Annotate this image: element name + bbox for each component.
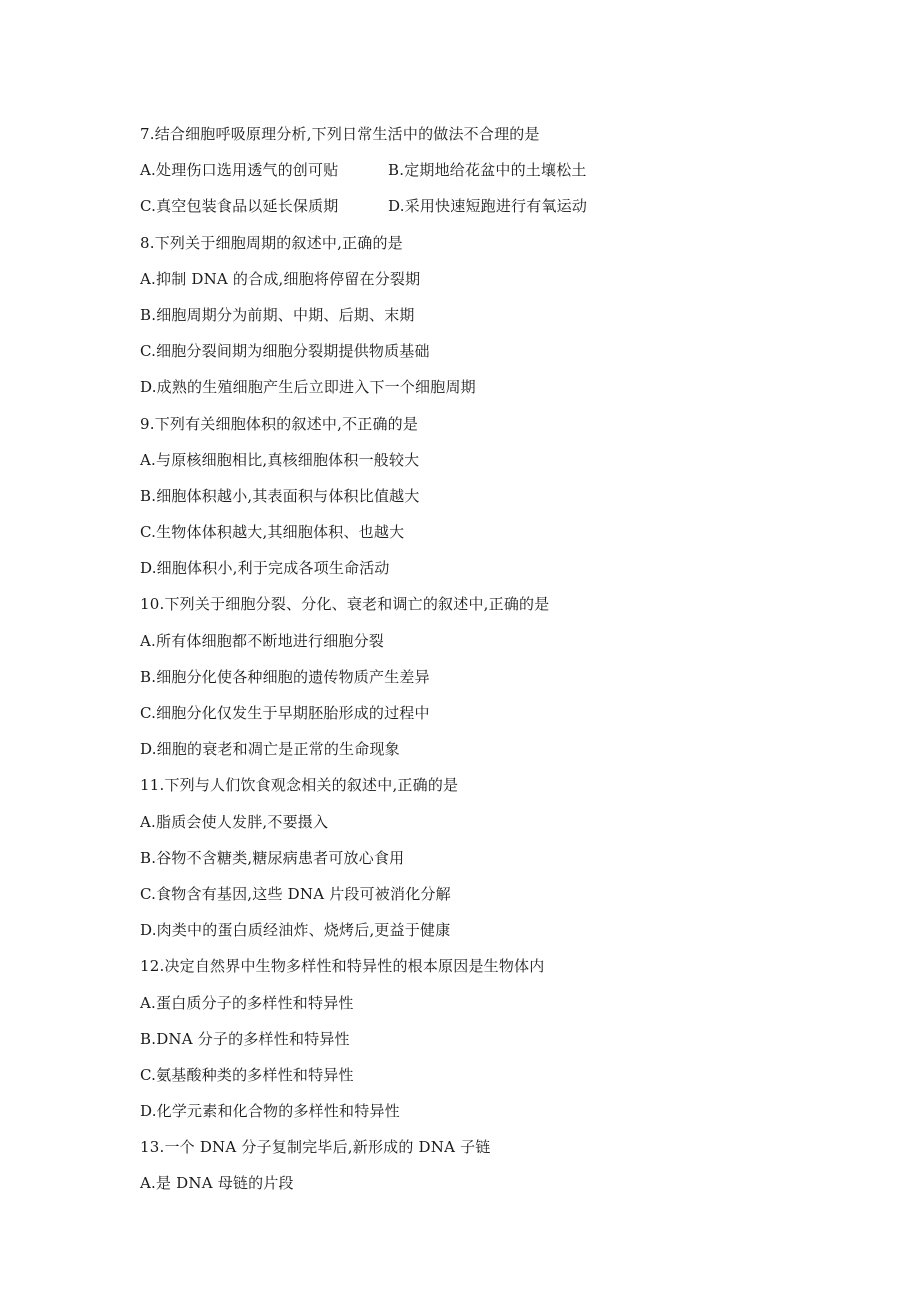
question-9-stem: 9.下列有关细胞体积的叙述中,不正确的是 [140, 414, 419, 433]
question-7-options-row-2 [140, 188, 840, 224]
question-9-option-c: C.生物体体积越大,其细胞体积、也越大 [140, 523, 405, 542]
question-10-option-d: D.细胞的衰老和凋亡是正常的生命现象 [140, 740, 400, 759]
question-10-option-b: B.细胞分化使各种细胞的遗传物质产生差异 [140, 667, 430, 686]
question-9-option-b: B.细胞体积越小,其表面积与体积比值越大 [140, 486, 420, 505]
question-11-option-d: D.肉类中的蛋白质经油炸、烧烤后,更益于健康 [140, 921, 451, 940]
question-7-stem: 7.结合细胞呼吸原理分析,下列日常生活中的做法不合理的是 [140, 125, 540, 143]
question-10-option-a: A.所有体细胞都不断地进行细胞分裂 [140, 631, 385, 650]
question-7-option-c: C.真空包装食品以延长保质期 [140, 197, 339, 216]
question-11-stem: 11.下列与人们饮食观念相关的叙述中,正确的是 [140, 776, 459, 795]
question-8-option-d: D.成熟的生殖细胞产生后立即进入下一个细胞周期 [140, 378, 476, 397]
question-7-option-d: D.采用快速短跑进行有氧运动 [388, 197, 588, 216]
question-11-option-c: C.食物含有基因,这些 DNA 片段可被消化分解 [140, 884, 451, 903]
question-12-option-b: B.DNA 分子的多样性和特异性 [140, 1029, 350, 1048]
question-9-option-d: D.细胞体积小,利于完成各项生命活动 [140, 559, 390, 578]
question-9-option-a: A.与原核细胞相比,真核细胞体积一般较大 [140, 450, 420, 469]
question-12-option-a: A.蛋白质分子的多样性和特异性 [140, 993, 354, 1012]
question-13-stem: 13.一个 DNA 分子复制完毕后,新形成的 DNA 子链 [140, 1138, 491, 1157]
question-11-option-a: A.脂质会使人发胖,不要摄入 [140, 812, 329, 831]
question-8-option-c: C.细胞分裂间期为细胞分裂期提供物质基础 [140, 342, 430, 361]
question-7-options-row-1 [140, 152, 840, 188]
question-8-stem: 8.下列关于细胞周期的叙述中,正确的是 [140, 233, 403, 252]
question-7-option-a: A.处理伤口选用透气的创可贴 [140, 161, 339, 180]
question-12-option-c: C.氨基酸种类的多样性和特异性 [140, 1065, 354, 1084]
question-list [140, 116, 840, 1202]
question-12-stem: 12.决定自然界中生物多样性和特异性的根本原因是生物体内 [140, 957, 545, 976]
question-7-option-b: B.定期地给花盆中的土壤松土 [388, 161, 587, 180]
question-10-option-c: C.细胞分化仅发生于早期胚胎形成的过程中 [140, 704, 430, 722]
question-12-option-d: D.化学元素和化合物的多样性和特异性 [140, 1102, 400, 1121]
question-13-option-a: A.是 DNA 母链的片段 [140, 1174, 294, 1193]
question-11-option-b: B.谷物不含糖类,糖尿病患者可放心食用 [140, 848, 405, 867]
question-10-stem: 10.下列关于细胞分裂、分化、衰老和调亡的叙述中,正确的是 [140, 595, 550, 614]
question-8-option-b: B.细胞周期分为前期、中期、后期、末期 [140, 305, 415, 324]
question-8-option-a: A.抑制 DNA 的合成,细胞将停留在分裂期 [140, 269, 421, 288]
